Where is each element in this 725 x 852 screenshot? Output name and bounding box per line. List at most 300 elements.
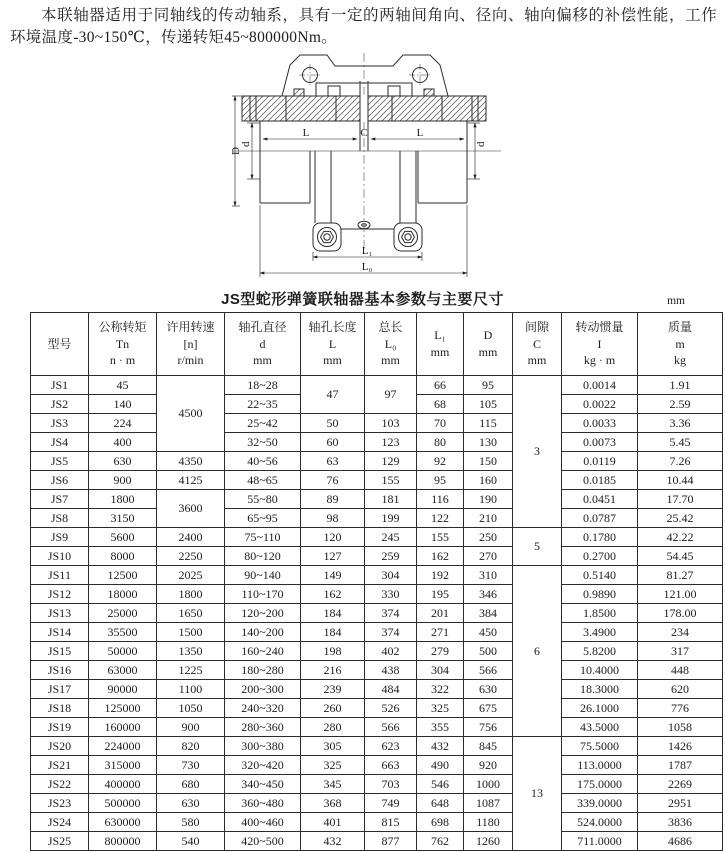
table-row bbox=[31, 680, 723, 699]
value-cell: 703 bbox=[365, 775, 417, 794]
value-cell: 339.0000 bbox=[562, 794, 638, 813]
value-cell: 26.1000 bbox=[562, 699, 638, 718]
value-cell: 1500 bbox=[157, 623, 225, 642]
value-cell: 820 bbox=[157, 737, 225, 756]
value-cell: 0.1780 bbox=[562, 528, 638, 547]
value-cell: 10.44 bbox=[638, 471, 723, 490]
value-cell: 195 bbox=[417, 585, 464, 604]
value-cell: 1800 bbox=[89, 490, 157, 509]
value-cell: 201 bbox=[417, 604, 464, 623]
table-row bbox=[31, 433, 723, 452]
value-cell: 279 bbox=[417, 642, 464, 661]
value-cell: 13 bbox=[513, 737, 562, 851]
model-cell: JS13 bbox=[31, 604, 89, 623]
model-cell: JS5 bbox=[31, 452, 89, 471]
table-row bbox=[31, 813, 723, 832]
value-cell: 400~460 bbox=[225, 813, 301, 832]
model-cell: JS18 bbox=[31, 699, 89, 718]
value-cell: 630000 bbox=[89, 813, 157, 832]
dim-label-d-left: d bbox=[240, 141, 252, 147]
table-row bbox=[31, 756, 723, 775]
table-row bbox=[31, 718, 723, 737]
model-cell: JS7 bbox=[31, 490, 89, 509]
value-cell: 240~320 bbox=[225, 699, 301, 718]
dim-label-d-right: d bbox=[475, 141, 487, 147]
value-cell: 526 bbox=[365, 699, 417, 718]
value-cell: 89 bbox=[301, 490, 365, 509]
column-header: 公称转矩 Tn n · m bbox=[89, 313, 157, 376]
value-cell: 762 bbox=[417, 832, 464, 851]
value-cell: 2400 bbox=[157, 528, 225, 547]
value-cell: 3150 bbox=[89, 509, 157, 528]
model-cell: JS22 bbox=[31, 775, 89, 794]
column-header: 型号 bbox=[31, 313, 89, 376]
value-cell: 178.00 bbox=[638, 604, 723, 623]
value-cell: 270 bbox=[464, 547, 513, 566]
model-cell: JS11 bbox=[31, 566, 89, 585]
value-cell: 25~42 bbox=[225, 414, 301, 433]
value-cell: 448 bbox=[638, 661, 723, 680]
value-cell: 1225 bbox=[157, 661, 225, 680]
value-cell: 0.0185 bbox=[562, 471, 638, 490]
table-body bbox=[31, 376, 723, 851]
value-cell: 190 bbox=[464, 490, 513, 509]
value-cell: 4350 bbox=[157, 452, 225, 471]
value-cell: 224000 bbox=[89, 737, 157, 756]
value-cell: 920 bbox=[464, 756, 513, 775]
value-cell: 325 bbox=[301, 756, 365, 775]
value-cell: 500000 bbox=[89, 794, 157, 813]
value-cell: 192 bbox=[417, 566, 464, 585]
dim-label-D: D bbox=[230, 147, 242, 155]
value-cell: 115 bbox=[464, 414, 513, 433]
value-cell: 1.8500 bbox=[562, 604, 638, 623]
value-cell: 2.59 bbox=[638, 395, 723, 414]
value-cell: 4500 bbox=[157, 376, 225, 452]
value-cell: 127 bbox=[301, 547, 365, 566]
table-row bbox=[31, 642, 723, 661]
value-cell: 5 bbox=[513, 528, 562, 566]
value-cell: 0.0451 bbox=[562, 490, 638, 509]
value-cell: 4686 bbox=[638, 832, 723, 851]
value-cell: 7.26 bbox=[638, 452, 723, 471]
value-cell: 2025 bbox=[157, 566, 225, 585]
value-cell: 2269 bbox=[638, 775, 723, 794]
column-header: 轴孔长度 L mm bbox=[301, 313, 365, 376]
value-cell: 1000 bbox=[464, 775, 513, 794]
value-cell: 234 bbox=[638, 623, 723, 642]
value-cell: 0.9890 bbox=[562, 585, 638, 604]
value-cell: 355 bbox=[417, 718, 464, 737]
value-cell: 438 bbox=[365, 661, 417, 680]
value-cell: 76 bbox=[301, 471, 365, 490]
value-cell: 120~200 bbox=[225, 604, 301, 623]
value-cell: 630 bbox=[89, 452, 157, 471]
value-cell: 66 bbox=[417, 376, 464, 395]
value-cell: 162 bbox=[301, 585, 365, 604]
value-cell: 630 bbox=[157, 794, 225, 813]
value-cell: 0.5140 bbox=[562, 566, 638, 585]
value-cell: 900 bbox=[157, 718, 225, 737]
value-cell: 320~420 bbox=[225, 756, 301, 775]
value-cell: 5.8200 bbox=[562, 642, 638, 661]
value-cell: 162 bbox=[417, 547, 464, 566]
value-cell: 675 bbox=[464, 699, 513, 718]
value-cell: 546 bbox=[417, 775, 464, 794]
value-cell: 280 bbox=[301, 718, 365, 737]
value-cell: 60 bbox=[301, 433, 365, 452]
value-cell: 623 bbox=[365, 737, 417, 756]
model-cell: JS15 bbox=[31, 642, 89, 661]
table-row bbox=[31, 661, 723, 680]
model-cell: JS21 bbox=[31, 756, 89, 775]
value-cell: 0.0787 bbox=[562, 509, 638, 528]
value-cell: 900 bbox=[89, 471, 157, 490]
table-head-row bbox=[31, 313, 723, 376]
model-cell: JS4 bbox=[31, 433, 89, 452]
value-cell: 3 bbox=[513, 376, 562, 528]
model-cell: JS10 bbox=[31, 547, 89, 566]
value-cell: 245 bbox=[365, 528, 417, 547]
value-cell: 122 bbox=[417, 509, 464, 528]
value-cell: 566 bbox=[365, 718, 417, 737]
value-cell: 2951 bbox=[638, 794, 723, 813]
table-caption-row bbox=[0, 288, 725, 308]
value-cell: 630 bbox=[464, 680, 513, 699]
value-cell: 140 bbox=[89, 395, 157, 414]
value-cell: 75~110 bbox=[225, 528, 301, 547]
value-cell: 340~450 bbox=[225, 775, 301, 794]
value-cell: 140~200 bbox=[225, 623, 301, 642]
column-header: L₁ mm bbox=[417, 313, 464, 376]
model-cell: JS3 bbox=[31, 414, 89, 433]
value-cell: 1050 bbox=[157, 699, 225, 718]
value-cell: 330 bbox=[365, 585, 417, 604]
value-cell: 346 bbox=[464, 585, 513, 604]
value-cell: 271 bbox=[417, 623, 464, 642]
value-cell: 1350 bbox=[157, 642, 225, 661]
value-cell: 0.0014 bbox=[562, 376, 638, 395]
value-cell: 1100 bbox=[157, 680, 225, 699]
value-cell: 1058 bbox=[638, 718, 723, 737]
value-cell: 680 bbox=[157, 775, 225, 794]
value-cell: 540 bbox=[157, 832, 225, 851]
value-cell: 420~500 bbox=[225, 832, 301, 851]
value-cell: 500 bbox=[464, 642, 513, 661]
value-cell: 80 bbox=[417, 433, 464, 452]
table-unit-label: mm bbox=[667, 295, 685, 307]
value-cell: 48~65 bbox=[225, 471, 301, 490]
dim-label-L0: L₀ bbox=[361, 261, 373, 273]
value-cell: 490 bbox=[417, 756, 464, 775]
column-header: 间隙 C mm bbox=[513, 313, 562, 376]
value-cell: 198 bbox=[301, 642, 365, 661]
value-cell: 63 bbox=[301, 452, 365, 471]
coupling-body bbox=[242, 55, 486, 251]
value-cell: 32~50 bbox=[225, 433, 301, 452]
value-cell: 50 bbox=[301, 414, 365, 433]
column-header: 质量 m kg bbox=[638, 313, 723, 376]
table-row bbox=[31, 376, 723, 395]
value-cell: 40~56 bbox=[225, 452, 301, 471]
value-cell: 259 bbox=[365, 547, 417, 566]
value-cell: 12500 bbox=[89, 566, 157, 585]
value-cell: 55~80 bbox=[225, 490, 301, 509]
value-cell: 155 bbox=[417, 528, 464, 547]
value-cell: 200~300 bbox=[225, 680, 301, 699]
value-cell: 368 bbox=[301, 794, 365, 813]
value-cell: 68 bbox=[417, 395, 464, 414]
value-cell: 1.91 bbox=[638, 376, 723, 395]
value-cell: 3.36 bbox=[638, 414, 723, 433]
value-cell: 18~28 bbox=[225, 376, 301, 395]
value-cell: 317 bbox=[638, 642, 723, 661]
table-row bbox=[31, 547, 723, 566]
model-cell: JS1 bbox=[31, 376, 89, 395]
value-cell: 1787 bbox=[638, 756, 723, 775]
value-cell: 120 bbox=[301, 528, 365, 547]
value-cell: 374 bbox=[365, 623, 417, 642]
table-title: JS型蛇形弹簧联轴器基本参数与主要尺寸 bbox=[221, 291, 504, 308]
value-cell: 304 bbox=[365, 566, 417, 585]
value-cell: 310 bbox=[464, 566, 513, 585]
value-cell: 815 bbox=[365, 813, 417, 832]
value-cell: 70 bbox=[417, 414, 464, 433]
value-cell: 43.5000 bbox=[562, 718, 638, 737]
value-cell: 845 bbox=[464, 737, 513, 756]
value-cell: 63000 bbox=[89, 661, 157, 680]
value-cell: 80~120 bbox=[225, 547, 301, 566]
value-cell: 105 bbox=[464, 395, 513, 414]
value-cell: 113.0000 bbox=[562, 756, 638, 775]
column-header: 总长 L₀ mm bbox=[365, 313, 417, 376]
value-cell: 648 bbox=[417, 794, 464, 813]
value-cell: 566 bbox=[464, 661, 513, 680]
model-cell: JS8 bbox=[31, 509, 89, 528]
value-cell: 484 bbox=[365, 680, 417, 699]
value-cell: 5600 bbox=[89, 528, 157, 547]
value-cell: 360~480 bbox=[225, 794, 301, 813]
value-cell: 75.5000 bbox=[562, 737, 638, 756]
value-cell: 25000 bbox=[89, 604, 157, 623]
value-cell: 0.0119 bbox=[562, 452, 638, 471]
value-cell: 304 bbox=[417, 661, 464, 680]
column-header: 许用转速 [n] r/min bbox=[157, 313, 225, 376]
dim-label-L1: L₁ bbox=[361, 245, 373, 257]
value-cell: 3600 bbox=[157, 490, 225, 528]
value-cell: 280~360 bbox=[225, 718, 301, 737]
value-cell: 580 bbox=[157, 813, 225, 832]
value-cell: 42.22 bbox=[638, 528, 723, 547]
value-cell: 149 bbox=[301, 566, 365, 585]
value-cell: 400 bbox=[89, 433, 157, 452]
table-row bbox=[31, 509, 723, 528]
model-cell: JS20 bbox=[31, 737, 89, 756]
value-cell: 160 bbox=[464, 471, 513, 490]
value-cell: 315000 bbox=[89, 756, 157, 775]
table-row bbox=[31, 414, 723, 433]
model-cell: JS14 bbox=[31, 623, 89, 642]
value-cell: 150 bbox=[464, 452, 513, 471]
value-cell: 698 bbox=[417, 813, 464, 832]
value-cell: 90~140 bbox=[225, 566, 301, 585]
table-row bbox=[31, 775, 723, 794]
value-cell: 3.4900 bbox=[562, 623, 638, 642]
value-cell: 95 bbox=[417, 471, 464, 490]
value-cell: 121.00 bbox=[638, 585, 723, 604]
value-cell: 45 bbox=[89, 376, 157, 395]
value-cell: 210 bbox=[464, 509, 513, 528]
value-cell: 620 bbox=[638, 680, 723, 699]
dimension-lines bbox=[232, 96, 480, 277]
value-cell: 0.0073 bbox=[562, 433, 638, 452]
value-cell: 125000 bbox=[89, 699, 157, 718]
value-cell: 97 bbox=[365, 376, 417, 414]
value-cell: 175.0000 bbox=[562, 775, 638, 794]
value-cell: 432 bbox=[301, 832, 365, 851]
value-cell: 384 bbox=[464, 604, 513, 623]
value-cell: 250 bbox=[464, 528, 513, 547]
column-header: 轴孔直径 d mm bbox=[225, 313, 301, 376]
value-cell: 300~380 bbox=[225, 737, 301, 756]
model-cell: JS19 bbox=[31, 718, 89, 737]
dim-label-L-right: L bbox=[416, 127, 424, 139]
value-cell: 160~240 bbox=[225, 642, 301, 661]
value-cell: 663 bbox=[365, 756, 417, 775]
table-row bbox=[31, 737, 723, 756]
dim-label-L-left: L bbox=[302, 127, 310, 139]
value-cell: 103 bbox=[365, 414, 417, 433]
table-row bbox=[31, 604, 723, 623]
value-cell: 749 bbox=[365, 794, 417, 813]
model-cell: JS24 bbox=[31, 813, 89, 832]
model-cell: JS2 bbox=[31, 395, 89, 414]
table-row bbox=[31, 471, 723, 490]
value-cell: 160000 bbox=[89, 718, 157, 737]
model-cell: JS25 bbox=[31, 832, 89, 851]
dim-label-C: C bbox=[360, 127, 368, 139]
table-row bbox=[31, 699, 723, 718]
value-cell: 5.45 bbox=[638, 433, 723, 452]
value-cell: 730 bbox=[157, 756, 225, 775]
table-row bbox=[31, 566, 723, 585]
value-cell: 345 bbox=[301, 775, 365, 794]
table-row bbox=[31, 490, 723, 509]
value-cell: 450 bbox=[464, 623, 513, 642]
value-cell: 401 bbox=[301, 813, 365, 832]
value-cell: 8000 bbox=[89, 547, 157, 566]
value-cell: 65~95 bbox=[225, 509, 301, 528]
value-cell: 98 bbox=[301, 509, 365, 528]
value-cell: 260 bbox=[301, 699, 365, 718]
model-cell: JS17 bbox=[31, 680, 89, 699]
value-cell: 0.0033 bbox=[562, 414, 638, 433]
value-cell: 6 bbox=[513, 566, 562, 737]
value-cell: 0.0022 bbox=[562, 395, 638, 414]
value-cell: 1800 bbox=[157, 585, 225, 604]
coupling-drawing bbox=[230, 51, 504, 285]
value-cell: 2250 bbox=[157, 547, 225, 566]
value-cell: 22~35 bbox=[225, 395, 301, 414]
value-cell: 184 bbox=[301, 604, 365, 623]
value-cell: 90000 bbox=[89, 680, 157, 699]
value-cell: 1260 bbox=[464, 832, 513, 851]
table-row bbox=[31, 585, 723, 604]
value-cell: 95 bbox=[464, 376, 513, 395]
table-row bbox=[31, 794, 723, 813]
model-cell: JS6 bbox=[31, 471, 89, 490]
value-cell: 0.2700 bbox=[562, 547, 638, 566]
value-cell: 4125 bbox=[157, 471, 225, 490]
value-cell: 756 bbox=[464, 718, 513, 737]
value-cell: 10.4000 bbox=[562, 661, 638, 680]
value-cell: 400000 bbox=[89, 775, 157, 794]
value-cell: 524.0000 bbox=[562, 813, 638, 832]
value-cell: 199 bbox=[365, 509, 417, 528]
value-cell: 432 bbox=[417, 737, 464, 756]
value-cell: 1650 bbox=[157, 604, 225, 623]
value-cell: 123 bbox=[365, 433, 417, 452]
value-cell: 1180 bbox=[464, 813, 513, 832]
value-cell: 322 bbox=[417, 680, 464, 699]
value-cell: 224 bbox=[89, 414, 157, 433]
model-cell: JS16 bbox=[31, 661, 89, 680]
value-cell: 305 bbox=[301, 737, 365, 756]
table-row bbox=[31, 623, 723, 642]
value-cell: 17.70 bbox=[638, 490, 723, 509]
value-cell: 81.27 bbox=[638, 566, 723, 585]
value-cell: 129 bbox=[365, 452, 417, 471]
value-cell: 184 bbox=[301, 623, 365, 642]
value-cell: 1087 bbox=[464, 794, 513, 813]
model-cell: JS23 bbox=[31, 794, 89, 813]
value-cell: 325 bbox=[417, 699, 464, 718]
column-header: 转动惯量 I kg · m bbox=[562, 313, 638, 376]
value-cell: 110~170 bbox=[225, 585, 301, 604]
value-cell: 181 bbox=[365, 490, 417, 509]
table-row bbox=[31, 528, 723, 547]
value-cell: 1426 bbox=[638, 737, 723, 756]
value-cell: 54.45 bbox=[638, 547, 723, 566]
parameters-table bbox=[30, 312, 723, 851]
value-cell: 116 bbox=[417, 490, 464, 509]
value-cell: 3836 bbox=[638, 813, 723, 832]
value-cell: 18000 bbox=[89, 585, 157, 604]
value-cell: 130 bbox=[464, 433, 513, 452]
table-row bbox=[31, 452, 723, 471]
column-header: D mm bbox=[464, 313, 513, 376]
value-cell: 776 bbox=[638, 699, 723, 718]
model-cell: JS9 bbox=[31, 528, 89, 547]
intro-paragraph: 本联轴器适用于同轴线的传动轴系，具有一定的两轴间角向、径向、轴向偏移的补偿性能，工作环境温度-30~150℃，传递转矩45~800000Nm。 bbox=[10, 7, 717, 46]
value-cell: 25.42 bbox=[638, 509, 723, 528]
value-cell: 155 bbox=[365, 471, 417, 490]
coupling-diagram bbox=[230, 51, 504, 285]
value-cell: 47 bbox=[301, 376, 365, 414]
value-cell: 877 bbox=[365, 832, 417, 851]
value-cell: 35500 bbox=[89, 623, 157, 642]
value-cell: 216 bbox=[301, 661, 365, 680]
value-cell: 711.0000 bbox=[562, 832, 638, 851]
value-cell: 92 bbox=[417, 452, 464, 471]
value-cell: 50000 bbox=[89, 642, 157, 661]
value-cell: 18.3000 bbox=[562, 680, 638, 699]
value-cell: 239 bbox=[301, 680, 365, 699]
value-cell: 402 bbox=[365, 642, 417, 661]
model-cell: JS12 bbox=[31, 585, 89, 604]
value-cell: 374 bbox=[365, 604, 417, 623]
table-row bbox=[31, 832, 723, 851]
